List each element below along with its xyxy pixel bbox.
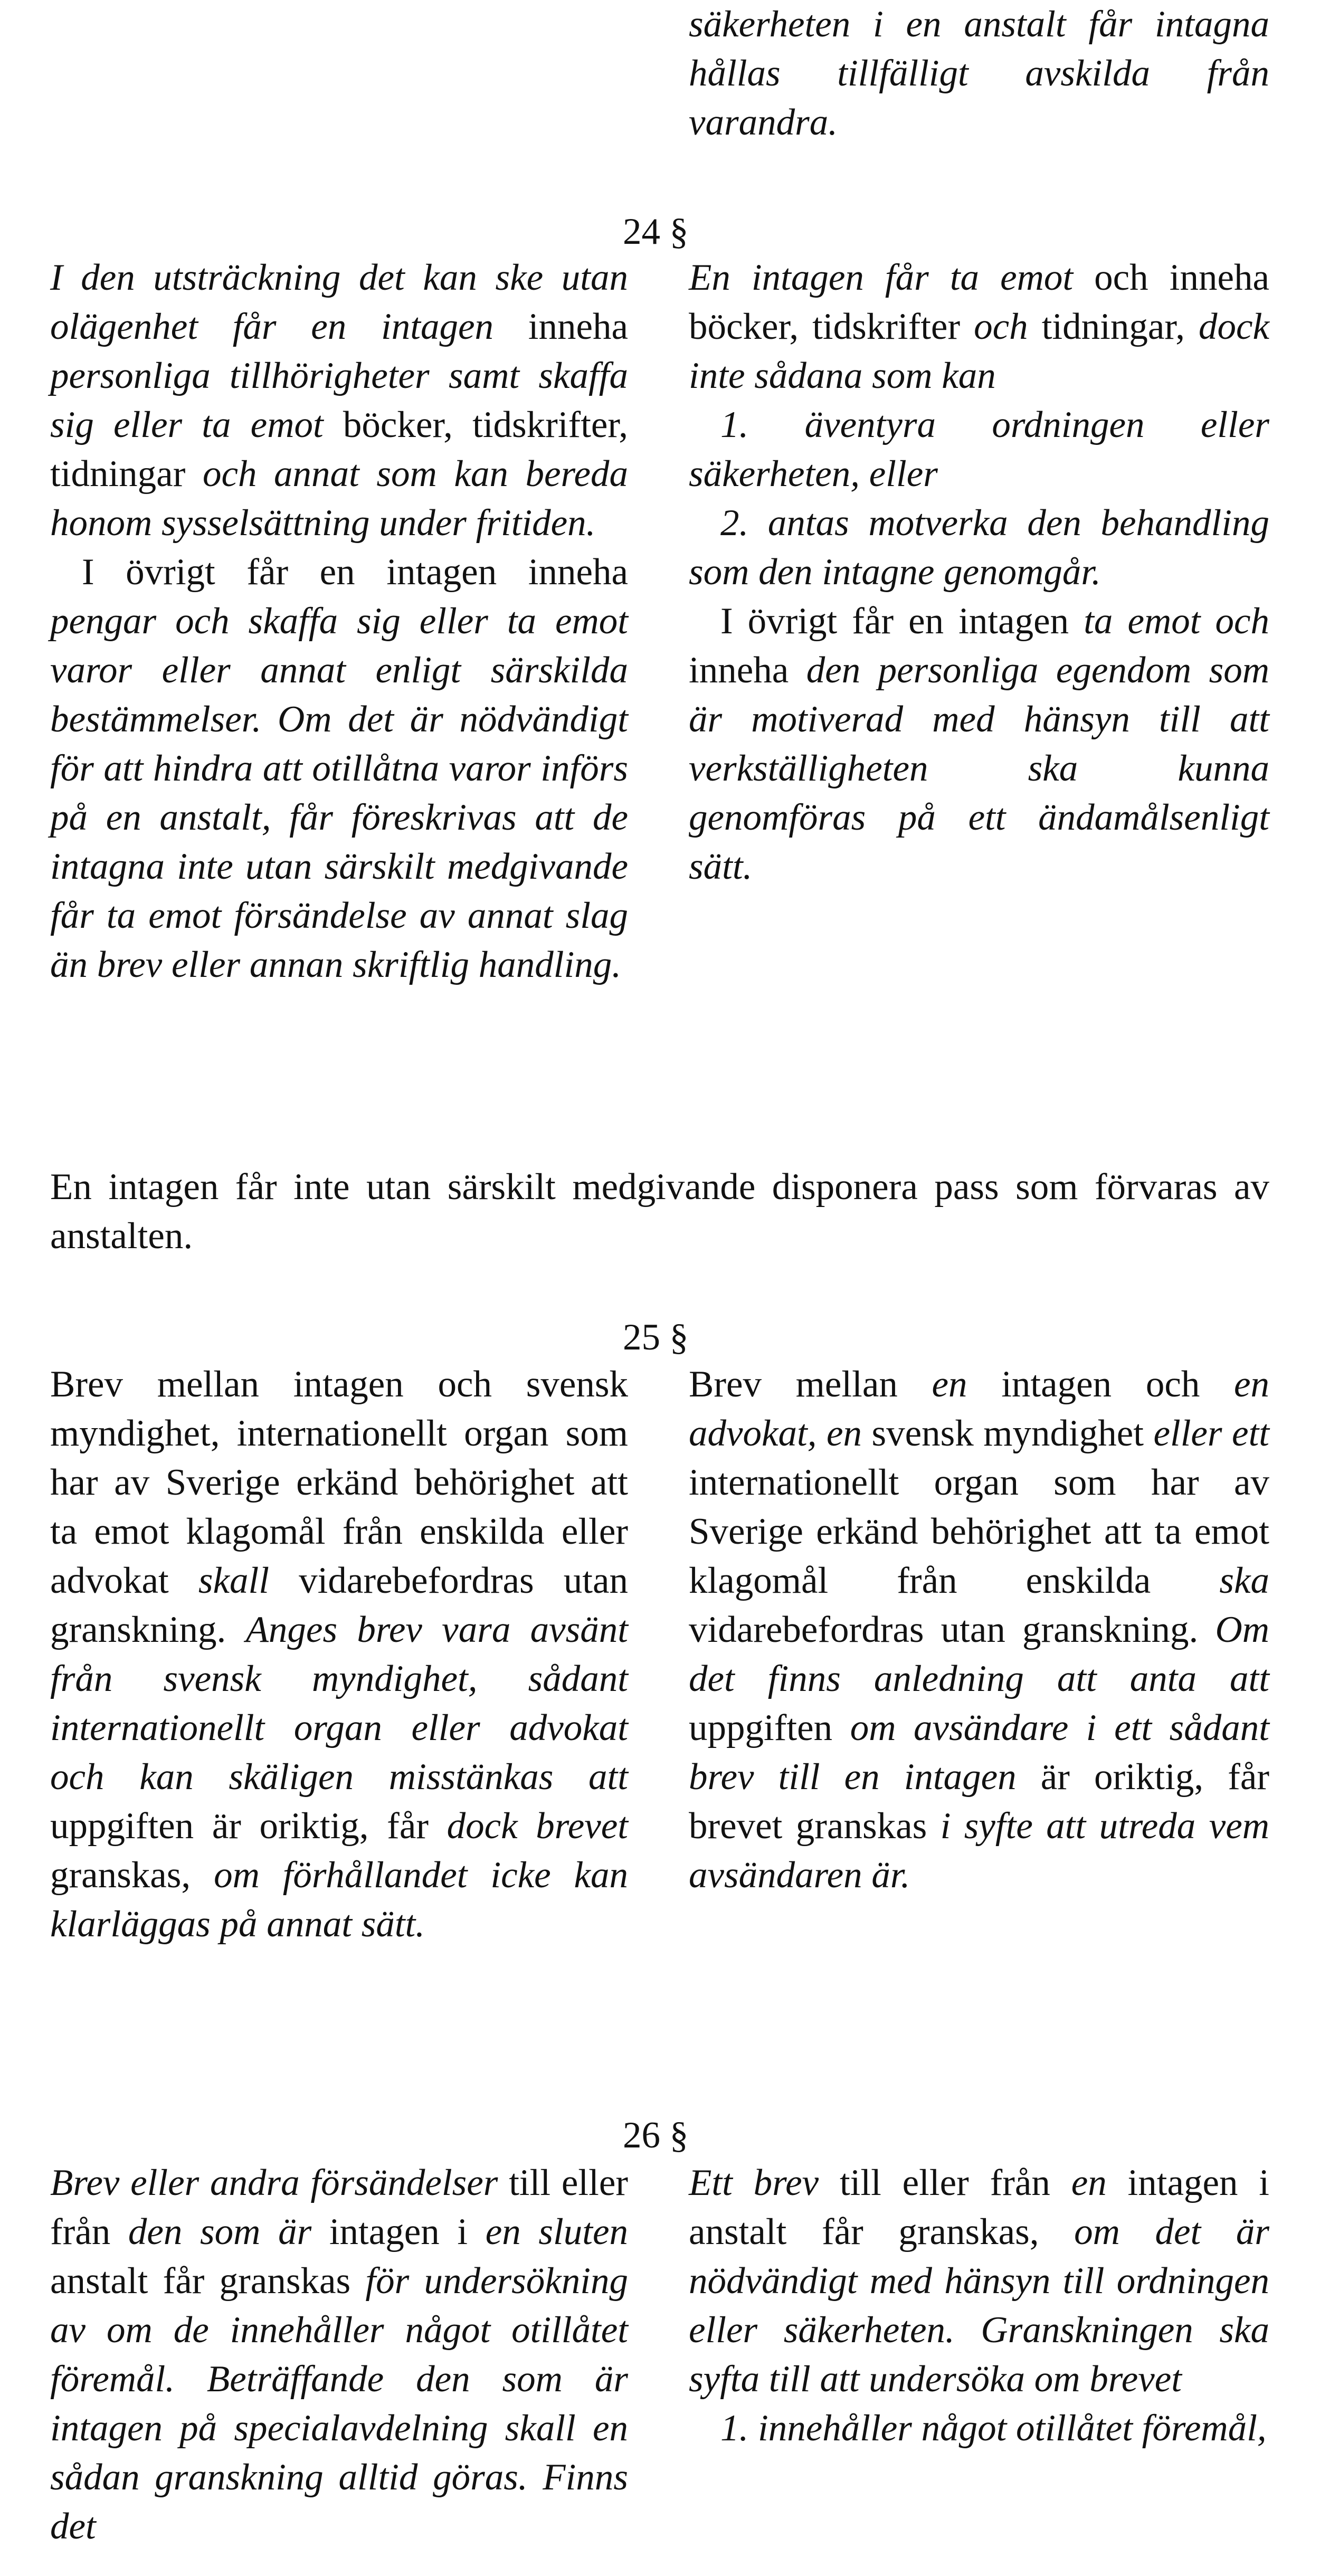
text-line: säkerheten i en anstalt får intagna [689, 4, 1269, 45]
paragraph [689, 2159, 1269, 2404]
italic-text: En intagen får ta emot [689, 257, 1095, 298]
roman-text: svensk myndighet [871, 1413, 1154, 1454]
italic-text: Om det finns anledning att anta att [689, 1609, 1269, 1699]
roman-text: internationellt organ som har av Sverige erkänd behörighet att ta emot klagomål från enskilda [689, 1462, 1269, 1601]
roman-text: anstalt får granskas [50, 2260, 366, 2302]
roman-text: uppgiften [689, 1707, 850, 1748]
roman-text: Brev mellan intagen och svensk myndighet, internationellt organ som har av Sverige erkänd behörighet att ta emot klagomål från enskilda eller advokat [50, 1364, 628, 1601]
paragraph [50, 548, 628, 990]
roman-text: intagen i [329, 2211, 486, 2252]
paragraph [50, 253, 628, 548]
italic-text: den som är [128, 2211, 329, 2252]
paragraph [689, 401, 1269, 499]
roman-text: inneha [528, 306, 628, 347]
italic-text: Brev eller andra försändelser [50, 2162, 509, 2203]
italic-text: en [932, 1364, 1002, 1405]
section-number: 24 § [623, 211, 689, 252]
italic-text: om förhållandet icke kan klarläggas på annat sätt. [50, 1855, 628, 1945]
section-number: 25 § [623, 1317, 689, 1358]
text-line: varandra. [689, 102, 838, 143]
italic-text: dock brevet [447, 1805, 628, 1847]
roman-text: uppgiften är oriktig, får [50, 1805, 447, 1847]
section-25-old-text [50, 1360, 628, 1949]
italic-text: ska [1219, 1560, 1269, 1601]
section-24-full-paragraph [50, 1163, 1269, 1261]
paragraph [50, 2159, 628, 2551]
paragraph [689, 2404, 1269, 2453]
italic-text: personliga tillhörigheter samt skaffa sig eller ta emot [50, 355, 628, 445]
italic-text: 1. äventyra ordningen eller säkerheten, eller [689, 404, 1269, 495]
paragraph [689, 499, 1269, 597]
italic-text: den personliga egendom som är motiverad med hänsyn till att verkställigheten ska kunna genomföras på ett ändamålsenligt sätt. [689, 650, 1269, 887]
roman-text: I övrigt får en intagen [720, 601, 1084, 642]
text-line: hållas tillfälligt avskilda från [689, 53, 1269, 94]
italic-text: 1. innehåller något otillåtet föremål, [720, 2408, 1267, 2449]
roman-text: intagen och [1001, 1364, 1234, 1405]
italic-text: skall [198, 1560, 299, 1601]
section-26-old-text [50, 2159, 628, 2551]
roman-text: till eller från [50, 2162, 628, 2252]
roman-text: inneha [689, 650, 806, 691]
section-number: 26 § [623, 2115, 689, 2156]
italic-text: för undersökning av om de innehåller något otillåtet föremål. Beträffande den som är intagen på specialavdelning skall en sådan granskning alltid göras. Finns det [50, 2260, 628, 2547]
italic-text: ta emot [1084, 601, 1215, 642]
roman-text: vidarebefordras utan granskning. [689, 1609, 1215, 1650]
roman-text: I övrigt får en intagen inneha [82, 552, 628, 593]
roman-text: är oriktig, får brevet granskas [689, 1756, 1269, 1847]
roman-text: inneha böcker, tidskrifter [689, 257, 1269, 347]
italic-text: en [1071, 2162, 1128, 2203]
paragraph [689, 253, 1269, 401]
italic-text: dock inte sådana som kan [689, 306, 1270, 396]
italic-text: pengar och skaffa sig eller ta emot varor eller annat enligt särskilda bestämmelser. Om det är nödvändigt för att hindra att otillåtna varor införs på en anstalt, får föreskrivas att de intagna inte utan särskilt medgivande får ta emot försändelse av annat slag än brev eller annan skriftlig handling. [50, 601, 628, 985]
section-25-new-text [689, 1360, 1269, 1900]
italic-text: om avsändare i ett sådant brev till en intagen [689, 1707, 1270, 1798]
top-right-continuation [689, 0, 1269, 147]
roman-text: till eller från [839, 2162, 1071, 2203]
italic-text: eller ett [1153, 1413, 1270, 1454]
paragraph [50, 1360, 628, 1949]
italic-text: I den utsträckning det kan ske utan olägenhet får en intagen [50, 257, 628, 347]
italic-text: och [1215, 601, 1270, 642]
italic-text: Anges brev vara avsänt från svensk myndighet, sådant internationellt organ eller advokat och kan skäligen misstänkas att [50, 1609, 628, 1798]
italic-text: en sluten [485, 2211, 628, 2252]
roman-text: granskas, [50, 1855, 214, 1896]
italic-text: och annat som kan bereda honom sysselsättning under fritiden. [50, 453, 628, 544]
roman-text: böcker, tidskrifter, tidningar [50, 404, 628, 495]
section-26-new-text [689, 2159, 1269, 2453]
full-width-paragraph: En intagen får inte utan särskilt medgivande disponera pass som förvaras av anstalten. [50, 1166, 1269, 1257]
italic-text: och [974, 306, 1042, 347]
italic-text: om det är nödvändigt med hänsyn till ordningen eller säkerheten. Granskningen ska syfta till att undersöka om brevet [689, 2211, 1269, 2400]
roman-text: vidarebefordras utan granskning. [50, 1560, 628, 1650]
italic-text: 2. antas motverka den behandling som den intagne genomgår. [689, 502, 1269, 593]
paragraph [689, 597, 1269, 891]
italic-text: i syfte att utreda vem avsändaren är. [689, 1805, 1269, 1896]
italic-text: en advokat, en [689, 1364, 1270, 1454]
italic-text: Ett brev [689, 2162, 840, 2203]
roman-text: tidningar, [1041, 306, 1199, 347]
roman-text: Brev mellan [689, 1364, 932, 1405]
section-24-old-text [50, 253, 628, 990]
roman-text: och [1094, 257, 1170, 298]
section-24-new-text [689, 253, 1269, 891]
roman-text: intagen i anstalt får granskas, [689, 2162, 1270, 2252]
paragraph [689, 1360, 1269, 1900]
